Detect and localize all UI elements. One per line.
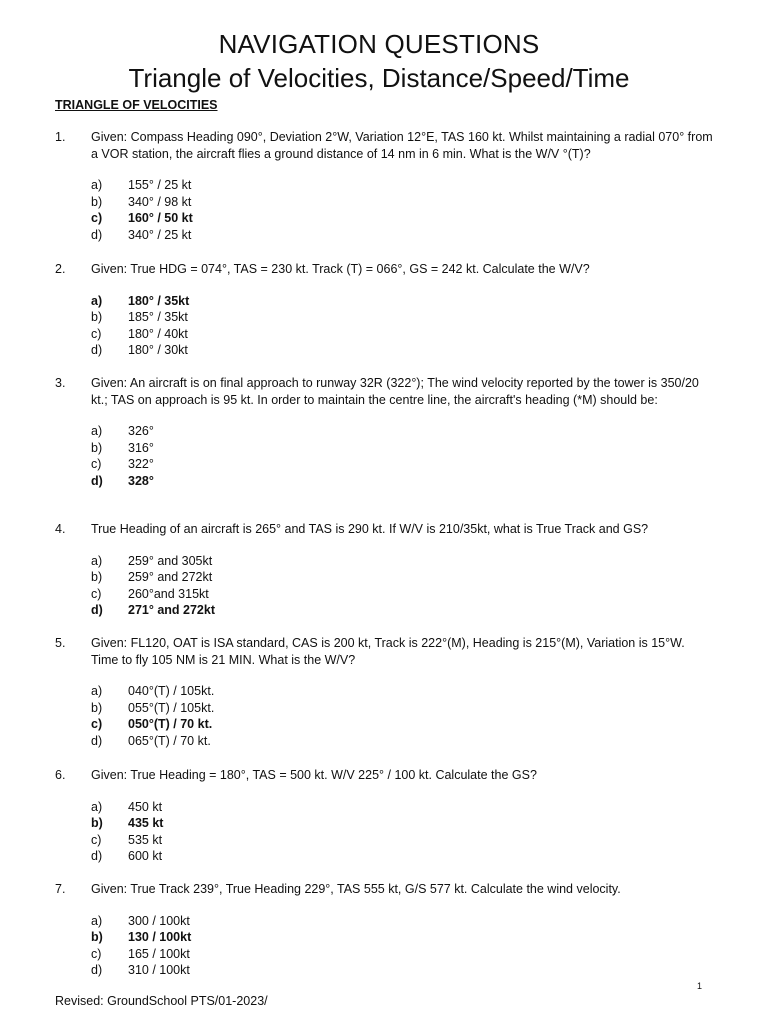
option-text: 340° / 98 kt bbox=[128, 194, 192, 209]
option-text: 180° / 35kt bbox=[128, 293, 190, 308]
question-number: 6. bbox=[55, 768, 66, 782]
answer-option bbox=[91, 440, 715, 457]
option-text: 040°(T) / 105kt. bbox=[128, 684, 215, 698]
question-text: True Heading of an aircraft is 265° and TAS is 290 kt. If W/V is 210/35kt, what is True Track and GS? bbox=[91, 522, 649, 536]
answer-option bbox=[91, 456, 715, 473]
option-letter: b) bbox=[91, 440, 103, 455]
answer-option bbox=[91, 326, 715, 343]
answer-option bbox=[91, 962, 715, 979]
option-text: 435 kt bbox=[128, 816, 164, 830]
answer-option bbox=[91, 194, 715, 211]
revision-footer: Revised: GroundSchool PTS/01-2023/ bbox=[55, 994, 268, 1008]
answer-option-correct bbox=[91, 602, 715, 619]
answer-option-correct bbox=[91, 293, 715, 310]
option-letter: a) bbox=[91, 293, 103, 308]
answer-option-correct bbox=[91, 929, 715, 946]
option-letter: d) bbox=[91, 343, 103, 357]
option-text: 322° bbox=[128, 457, 154, 471]
option-text: 260°and 315kt bbox=[128, 586, 209, 601]
option-text: 185° / 35kt bbox=[128, 310, 188, 324]
answer-option-correct bbox=[91, 210, 715, 227]
option-text: 180° / 40kt bbox=[128, 326, 188, 341]
option-letter: a) bbox=[91, 424, 103, 438]
option-letter: b) bbox=[91, 310, 103, 324]
answer-option bbox=[91, 683, 715, 700]
option-text: 300 / 100kt bbox=[128, 913, 190, 928]
option-letter: c) bbox=[91, 457, 102, 471]
document-subtitle: Triangle of Velocities, Distance/Speed/Time bbox=[128, 63, 630, 93]
option-letter: d) bbox=[91, 603, 103, 617]
option-letter: b) bbox=[91, 700, 103, 715]
option-letter: c) bbox=[91, 326, 102, 341]
question-number: 1. bbox=[55, 130, 66, 144]
option-letter: a) bbox=[91, 178, 103, 192]
option-letter: d) bbox=[91, 227, 103, 242]
question-2 bbox=[55, 261, 715, 359]
option-letter: a) bbox=[91, 553, 103, 568]
option-text: 050°(T) / 70 kt. bbox=[128, 717, 213, 731]
answer-option-correct bbox=[91, 473, 715, 490]
option-letter: d) bbox=[91, 473, 103, 488]
option-text: 055°(T) / 105kt. bbox=[128, 700, 215, 715]
option-letter: d) bbox=[91, 963, 103, 977]
question-5 bbox=[55, 635, 715, 749]
option-text: 130 / 100kt bbox=[128, 930, 192, 944]
answer-option bbox=[91, 569, 715, 586]
option-letter: b) bbox=[91, 930, 103, 944]
option-text: 160° / 50 kt bbox=[128, 211, 193, 225]
answer-option bbox=[91, 342, 715, 359]
option-text: 259° and 305kt bbox=[128, 553, 213, 568]
answer-option bbox=[91, 946, 715, 963]
answer-options bbox=[91, 799, 715, 865]
option-text: 328° bbox=[128, 473, 154, 488]
answer-option bbox=[91, 733, 715, 750]
answer-option bbox=[91, 309, 715, 326]
page-number: 1 bbox=[697, 981, 703, 991]
question-number: 3. bbox=[55, 376, 66, 390]
option-text: 065°(T) / 70 kt. bbox=[128, 733, 211, 748]
question-3 bbox=[55, 375, 715, 489]
option-text: 326° bbox=[128, 424, 154, 438]
answer-option bbox=[91, 799, 715, 816]
question-text: Given: An aircraft is on final approach to runway 32R (322°); The wind velocity reported by the tower is 350/20 kt.; TAS on approach is 95 kt. In order to maintain the centre line, the aircraft's heading (*M) should be: bbox=[91, 376, 699, 407]
question-6 bbox=[55, 767, 715, 865]
option-letter: b) bbox=[91, 816, 103, 830]
option-text: 165 / 100kt bbox=[128, 946, 190, 961]
option-text: 155° / 25 kt bbox=[128, 178, 192, 192]
question-text: Given: FL120, OAT is ISA standard, CAS is 200 kt, Track is 222°(M), Heading is 215°(M), Variation is 15°W. Time to fly 105 NM is 21 MIN. What is the W/V? bbox=[91, 636, 685, 667]
option-letter: d) bbox=[91, 849, 103, 863]
answer-options bbox=[91, 177, 715, 243]
answer-option bbox=[91, 177, 715, 194]
option-letter: a) bbox=[91, 684, 103, 698]
question-number: 4. bbox=[55, 522, 66, 536]
answer-options bbox=[91, 913, 715, 979]
section-heading: TRIANGLE OF VELOCITIES bbox=[55, 98, 218, 112]
answer-options bbox=[91, 683, 715, 749]
question-4 bbox=[55, 521, 715, 619]
option-text: 450 kt bbox=[128, 799, 163, 814]
option-letter: b) bbox=[91, 570, 103, 584]
option-letter: c) bbox=[91, 586, 102, 601]
option-letter: c) bbox=[91, 717, 103, 731]
answer-option bbox=[91, 848, 715, 865]
option-text: 535 kt bbox=[128, 832, 163, 847]
option-letter: b) bbox=[91, 194, 103, 209]
document-title: NAVIGATION QUESTIONS bbox=[218, 29, 540, 59]
option-text: 316° bbox=[128, 440, 154, 455]
answer-option-correct bbox=[91, 716, 715, 733]
answer-options bbox=[91, 553, 715, 619]
option-text: 259° and 272kt bbox=[128, 570, 213, 584]
answer-option bbox=[91, 423, 715, 440]
question-1 bbox=[55, 129, 715, 243]
option-letter: c) bbox=[91, 832, 102, 847]
option-letter: c) bbox=[91, 946, 102, 961]
option-text: 600 kt bbox=[128, 849, 163, 863]
option-text: 340° / 25 kt bbox=[128, 227, 192, 242]
answer-option bbox=[91, 553, 715, 570]
option-text: 310 / 100kt bbox=[128, 963, 190, 977]
question-text: Given: True Heading = 180°, TAS = 500 kt. W/V 225° / 100 kt. Calculate the GS? bbox=[91, 768, 537, 782]
question-number: 5. bbox=[55, 636, 66, 650]
question-7 bbox=[55, 881, 715, 979]
option-text: 271° and 272kt bbox=[128, 603, 215, 617]
answer-options bbox=[91, 423, 715, 489]
option-text: 180° / 30kt bbox=[128, 343, 188, 357]
question-number: 2. bbox=[55, 262, 66, 276]
option-letter: c) bbox=[91, 211, 103, 225]
question-number: 7. bbox=[55, 882, 66, 896]
question-text: Given: True HDG = 074°, TAS = 230 kt. Track (T) = 066°, GS = 242 kt. Calculate the W/V? bbox=[91, 262, 590, 276]
answer-option bbox=[91, 913, 715, 930]
question-text: Given: True Track 239°, True Heading 229°, TAS 555 kt, G/S 577 kt. Calculate the wind velocity. bbox=[91, 882, 621, 896]
answer-option-correct bbox=[91, 815, 715, 832]
option-letter: a) bbox=[91, 913, 103, 928]
answer-option bbox=[91, 832, 715, 849]
answer-option bbox=[91, 227, 715, 244]
option-letter: a) bbox=[91, 799, 103, 814]
answer-option bbox=[91, 586, 715, 603]
question-text: Given: Compass Heading 090°, Deviation 2°W, Variation 12°E, TAS 160 kt. Whilst maintaining a radial 070° from a VOR station, the aircraft flies a ground distance of 14 nm in 6 min. What is the W/V °(T)? bbox=[91, 130, 713, 161]
answer-options bbox=[91, 293, 715, 359]
answer-option bbox=[91, 700, 715, 717]
option-letter: d) bbox=[91, 733, 103, 748]
